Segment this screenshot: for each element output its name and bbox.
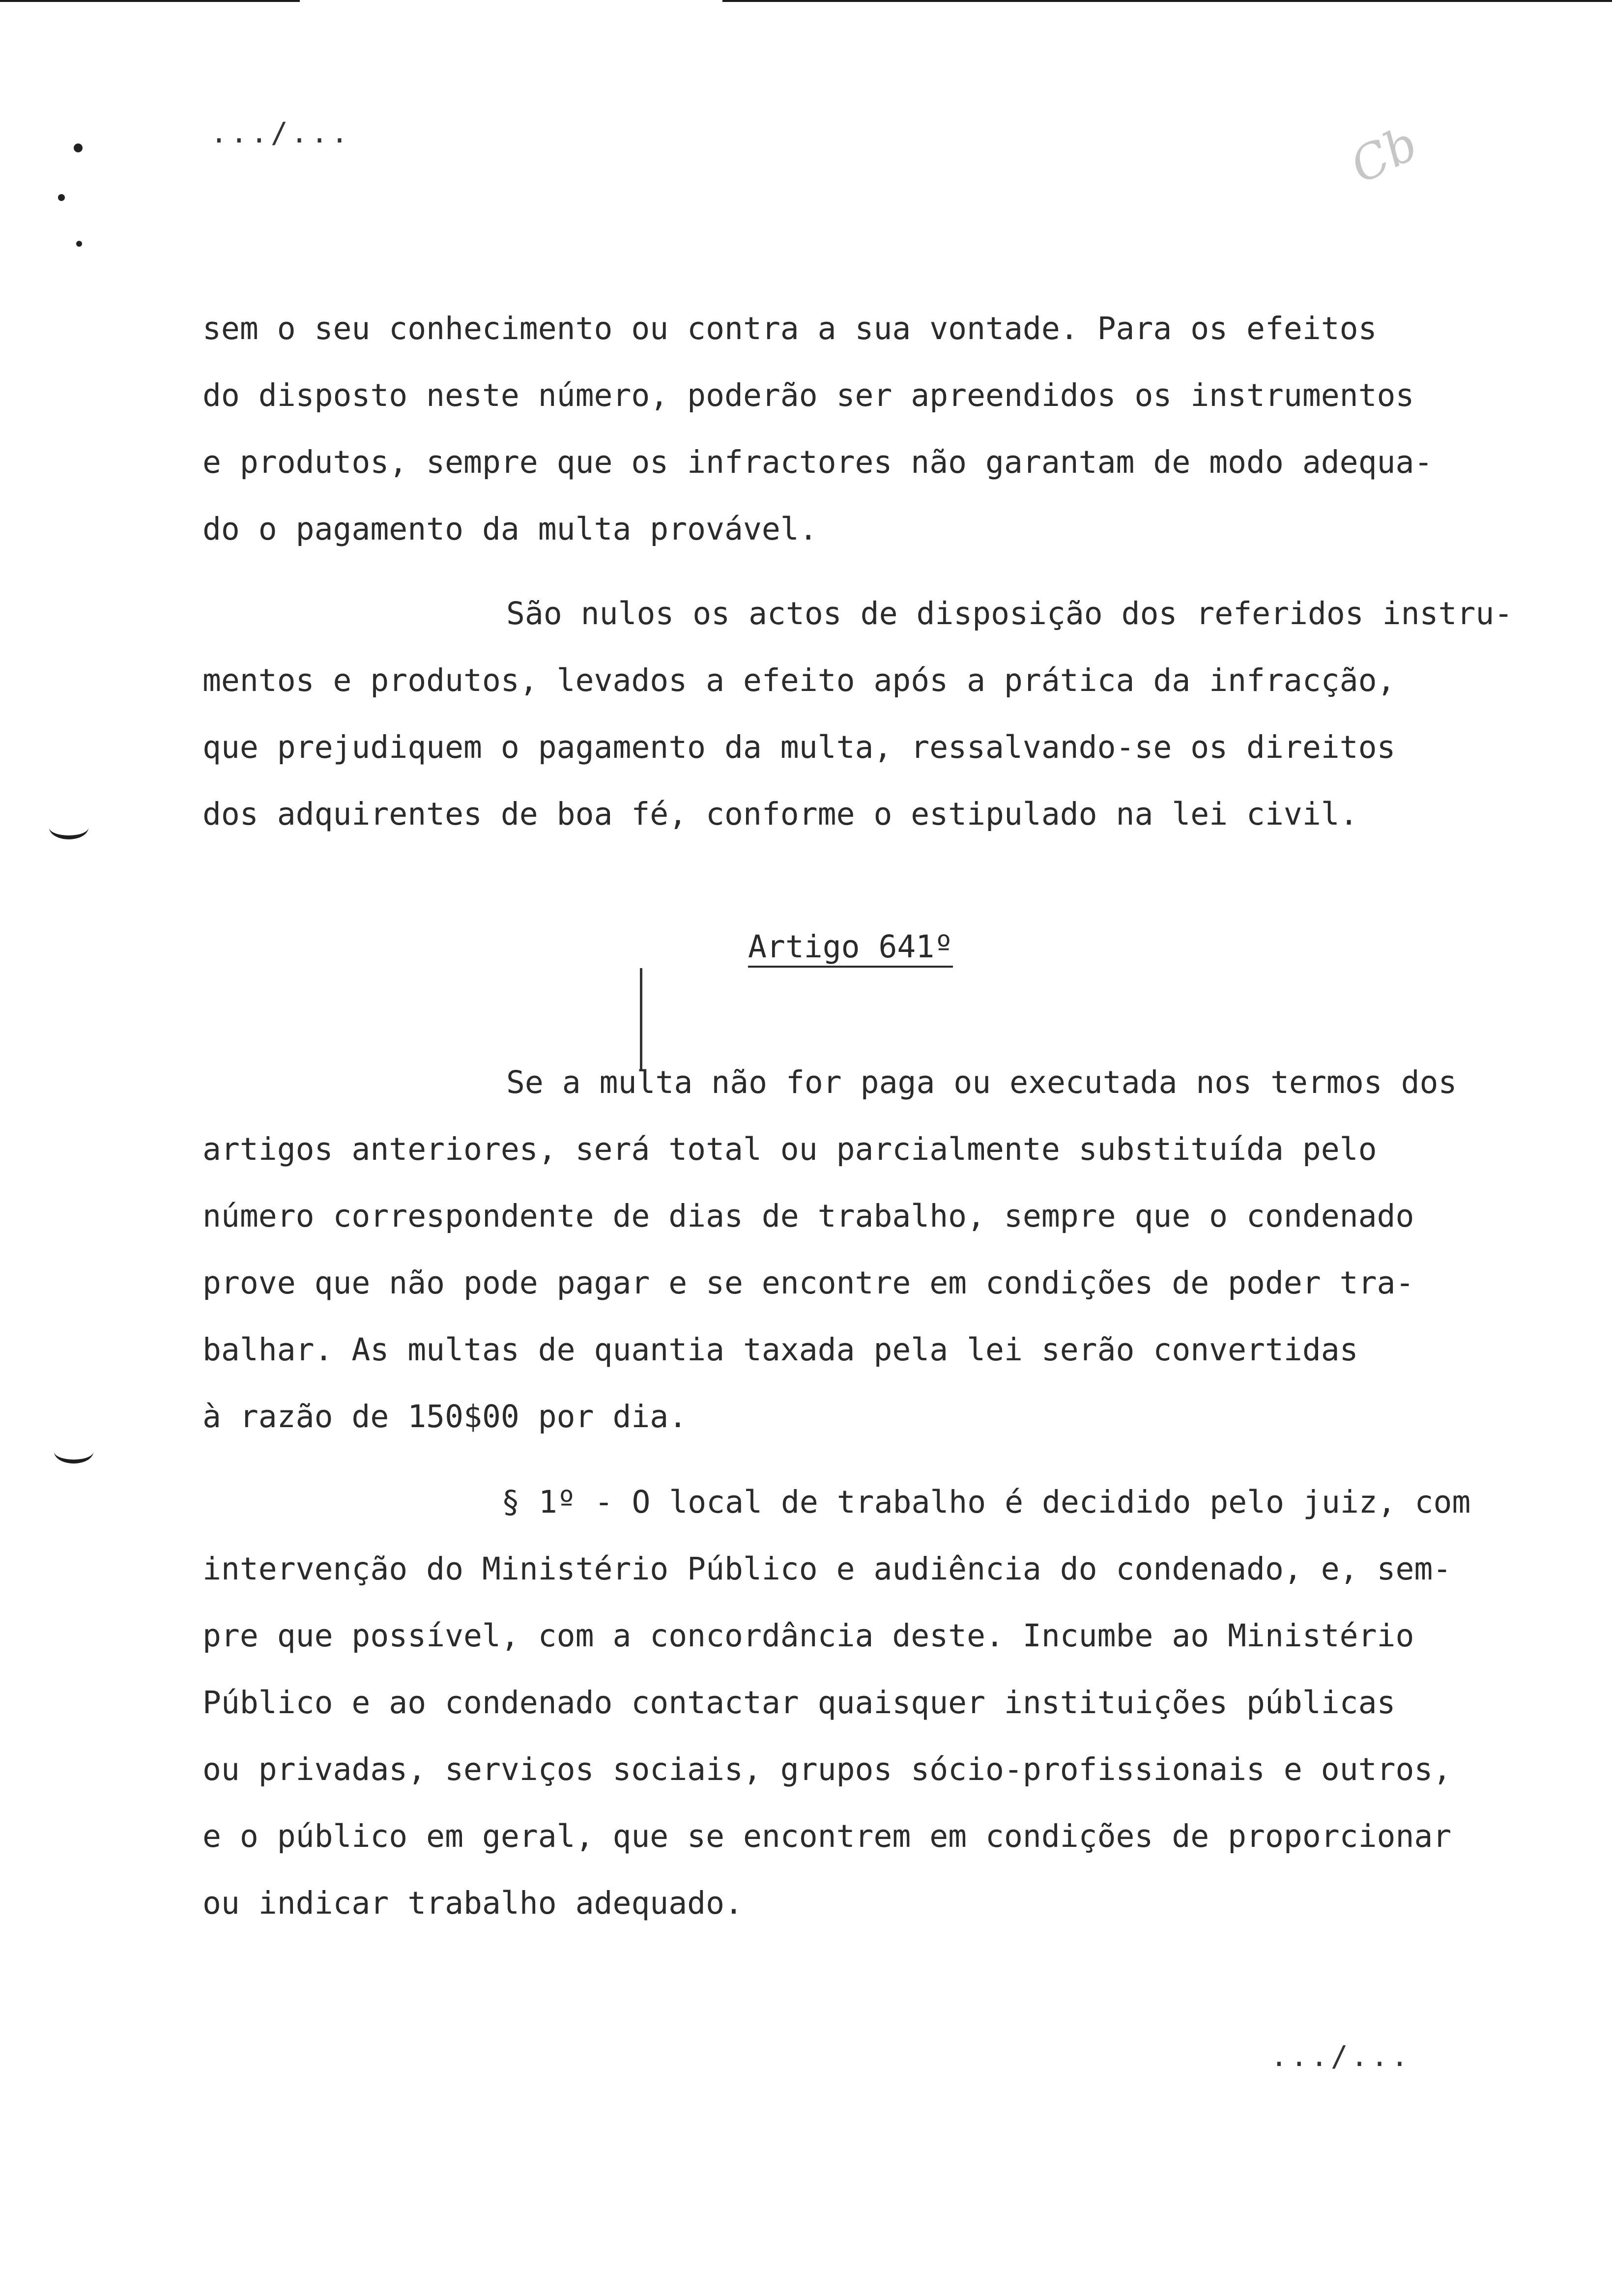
speck-mark [74, 144, 83, 152]
top-edge-line [722, 0, 1612, 2]
text-line: intervenção do Ministério Público e audiência do condenado, e, sem- [202, 1551, 1452, 1587]
text-line: Público e ao condenado contactar quaisquer instituições públicas [202, 1685, 1396, 1721]
text-line: do disposto neste número, poderão ser apreendidos os instrumentos [202, 377, 1414, 413]
text-line: do o pagamento da multa provável. [202, 511, 818, 547]
punch-hole-mark [49, 816, 88, 839]
text-line: dos adquirentes de boa fé, conforme o estipulado na lei civil. [202, 796, 1358, 832]
text-line: sem o seu conhecimento ou contra a sua vontade. Para os efeitos [202, 311, 1377, 346]
text-line: pre que possível, com a concordância deste. Incumbe ao Ministério [202, 1618, 1414, 1654]
top-edge-line [0, 0, 300, 2]
punch-hole-mark [54, 1440, 93, 1464]
text-line: balhar. As multas de quantia taxada pela lei serão convertidas [202, 1332, 1358, 1368]
continuation-marker-top: .../... [210, 116, 351, 149]
stray-vertical-mark [640, 968, 642, 1071]
speck-mark [58, 194, 65, 201]
text-line: artigos anteriores, será total ou parcialmente substituída pelo [202, 1131, 1377, 1167]
text-line: que prejudiquem o pagamento da multa, ressalvando-se os direitos [202, 729, 1396, 765]
text-line: prove que não pode pagar e se encontre em condições de poder tra- [202, 1265, 1414, 1301]
text-line: e o público em geral, que se encontrem em condições de proporcionar [202, 1818, 1452, 1854]
article-heading: Artigo 641º [748, 929, 953, 968]
text-line: ou privadas, serviços sociais, grupos sócio-profissionais e outros, [202, 1751, 1452, 1787]
text-line: § 1º - O local de trabalho é decidido pelo juiz, com [501, 1484, 1471, 1520]
text-line: São nulos os actos de disposição dos referidos instru- [506, 596, 1513, 631]
text-line: ou indicar trabalho adequado. [202, 1885, 743, 1921]
speck-mark [76, 241, 82, 247]
text-line: número correspondente de dias de trabalho, sempre que o condenado [202, 1198, 1414, 1234]
text-line: mentos e produtos, levados a efeito após a prática da infracção, [202, 662, 1396, 698]
text-line: Se a multa não for paga ou executada nos termos dos [506, 1064, 1457, 1100]
text-line: e produtos, sempre que os infractores não garantam de modo adequa- [202, 444, 1433, 480]
continuation-marker-bottom: .../... [1270, 2039, 1411, 2073]
signature-stamp: Cb [1342, 115, 1426, 195]
text-line: à razão de 150$00 por dia. [202, 1399, 688, 1435]
